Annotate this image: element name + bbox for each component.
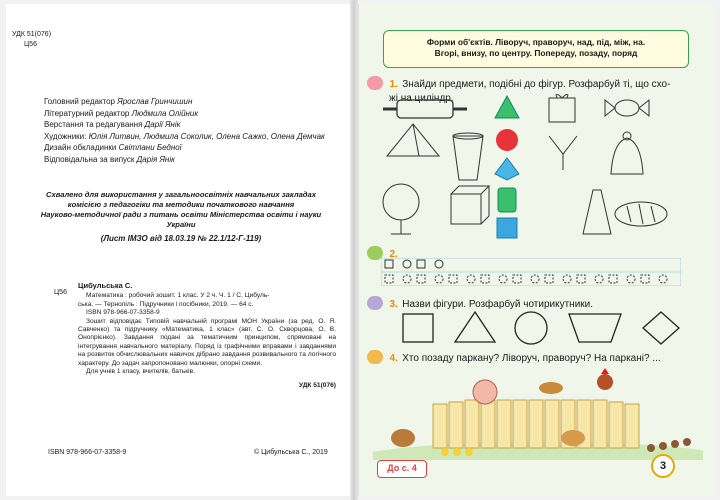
- task-text: Знайди предмети, подібні до фігур. Розфарбуй ті, що схо-: [402, 79, 671, 90]
- biblio-block: [78, 282, 336, 391]
- fence-icon: [433, 400, 639, 448]
- globe-icon: [383, 184, 419, 234]
- approval-line: Науково-методичної ради з питань освіти Міністерства освіти і науки України: [40, 210, 322, 229]
- shape-cylinder-green-icon: [498, 188, 516, 212]
- credit-line: Головний редактор Ярослав Гринчишин: [44, 97, 193, 106]
- task-number: 3.: [389, 299, 398, 310]
- dog-icon: [561, 430, 585, 446]
- task-number: 4.: [389, 353, 398, 364]
- task-number: 1.: [389, 79, 398, 90]
- biblio-line: Математика : робочий зошит. 1 клас. У 2 ч. Ч. 1 / С. Цибуль-: [86, 292, 270, 300]
- approval-line: Схвалено для використання у загальноосвітніх навчальних закладах: [46, 190, 316, 199]
- approval-line: комісією з педагогіки та методики початкового навчання: [67, 200, 295, 209]
- biblio-isbn: ISBN 978-966-07-3358-9: [86, 309, 160, 317]
- shape-prism-green-icon: [495, 96, 519, 118]
- figures-row: [395, 308, 695, 348]
- approval-letter: (Лист ІМЗО від 18.03.19 № 22.1/12-Г-119): [100, 234, 262, 243]
- task-text: жі на циліндр.: [389, 93, 454, 104]
- pattern-shapes: [385, 260, 667, 283]
- pig-icon: [473, 380, 497, 404]
- header-line: Форми об'єктів. Ліворуч, праворуч, над, під, між, на.: [426, 37, 646, 47]
- cat-icon: [539, 382, 563, 394]
- biblio-annotation: Зошит відповідає Типовій навчальній програмі МОН України (за ред. О. Я. Савченко) та підручнику «Математика, 1 клас» (авт. С. О. Скворцова, О. В. Онопрієнко). Завдання подані за тематичним принципом, спрямовані на інтегрування навчального матеріалу. Поряд із графічними вправами і завданнями на розвиток обчислювальних навичок дібрано завдання розвивального та логічного характеру. До задач запропоновано малюнки, опорні схеми.: [78, 317, 336, 367]
- biblio-code: Ц56: [54, 289, 67, 296]
- task-text: Назви фігури. Розфарбуй чотирикутники.: [402, 299, 594, 310]
- trapezoid-shape: [569, 314, 621, 342]
- task-text: Хто позаду паркану? Ліворуч, праворуч? На паркані? ...: [402, 353, 661, 364]
- shape-pyramid-blue-icon: [495, 158, 519, 180]
- approval-block: [26, 190, 336, 244]
- lamp-icon: [549, 136, 577, 170]
- footer-isbn: ISBN 978-966-07-3358-9: [48, 449, 127, 456]
- left-page: [6, 4, 350, 496]
- header-line: Вгорі, внизу, по центру. Попереду, позаду, поряд: [434, 48, 638, 58]
- shape-sphere-red-icon: [496, 129, 518, 151]
- owl-icon: [367, 76, 383, 90]
- book-gutter: [350, 0, 358, 500]
- credit-line: Відповідальна за випуск Дарія Янік: [44, 154, 175, 164]
- page-reference-tab: До с. 4: [377, 460, 427, 478]
- lesson-header: [383, 30, 689, 68]
- hen-icon: [391, 429, 415, 447]
- square-shape: [403, 314, 433, 342]
- pyramid-icon: [387, 124, 439, 156]
- fence-scene: [373, 364, 703, 460]
- chicks-icon: [441, 448, 473, 456]
- page-number: 3: [651, 454, 675, 478]
- grater-icon: [583, 190, 611, 234]
- credit-line: Художники: Юлія Литвин, Людмила Соколик, Олена Сажко, Олена Демчак: [44, 131, 325, 141]
- bread-icon: [615, 202, 667, 226]
- credits-block: [44, 96, 344, 165]
- mouse-icon: [367, 296, 383, 310]
- glass-icon: [453, 133, 483, 180]
- biblio-line: ська. — Тернопіль : Підручники і посібники, 2019. — 64 с.: [78, 300, 254, 308]
- task-number: 2.: [389, 249, 398, 260]
- rolling-pin-icon: [383, 100, 467, 118]
- shape-cube-blue-icon: [497, 218, 517, 238]
- rhombus-shape: [643, 312, 679, 344]
- footer-copyright: © Цибульська С., 2019: [254, 449, 328, 456]
- credit-line: Верстання та редагування Дарії Янік: [44, 120, 181, 129]
- pattern-grid: [381, 258, 681, 286]
- gift-box-icon: [549, 94, 575, 122]
- right-page: [358, 4, 714, 496]
- credit-line: Дизайн обкладинки Світлани Бедної: [44, 143, 182, 152]
- biblio-author: Цибульська С.: [78, 281, 133, 290]
- circle-shape: [515, 312, 547, 344]
- triangle-shape: [455, 312, 495, 342]
- task-1-illustrations: [379, 94, 699, 244]
- candy-icon: [605, 100, 649, 116]
- code-top: Ц56: [24, 41, 37, 48]
- udk-top: УДК 51(076): [12, 31, 52, 38]
- hat-icon: [611, 132, 643, 174]
- box-icon: [451, 186, 489, 224]
- udk-bottom: УДК 51(076): [298, 382, 336, 390]
- credit-line: Літературний редактор Людмила Олійник: [44, 108, 199, 118]
- chick-icon: [367, 350, 383, 364]
- rooster-icon: [597, 368, 613, 390]
- biblio-audience: Для учнів 1 класу, вчителів, батьків.: [86, 368, 195, 376]
